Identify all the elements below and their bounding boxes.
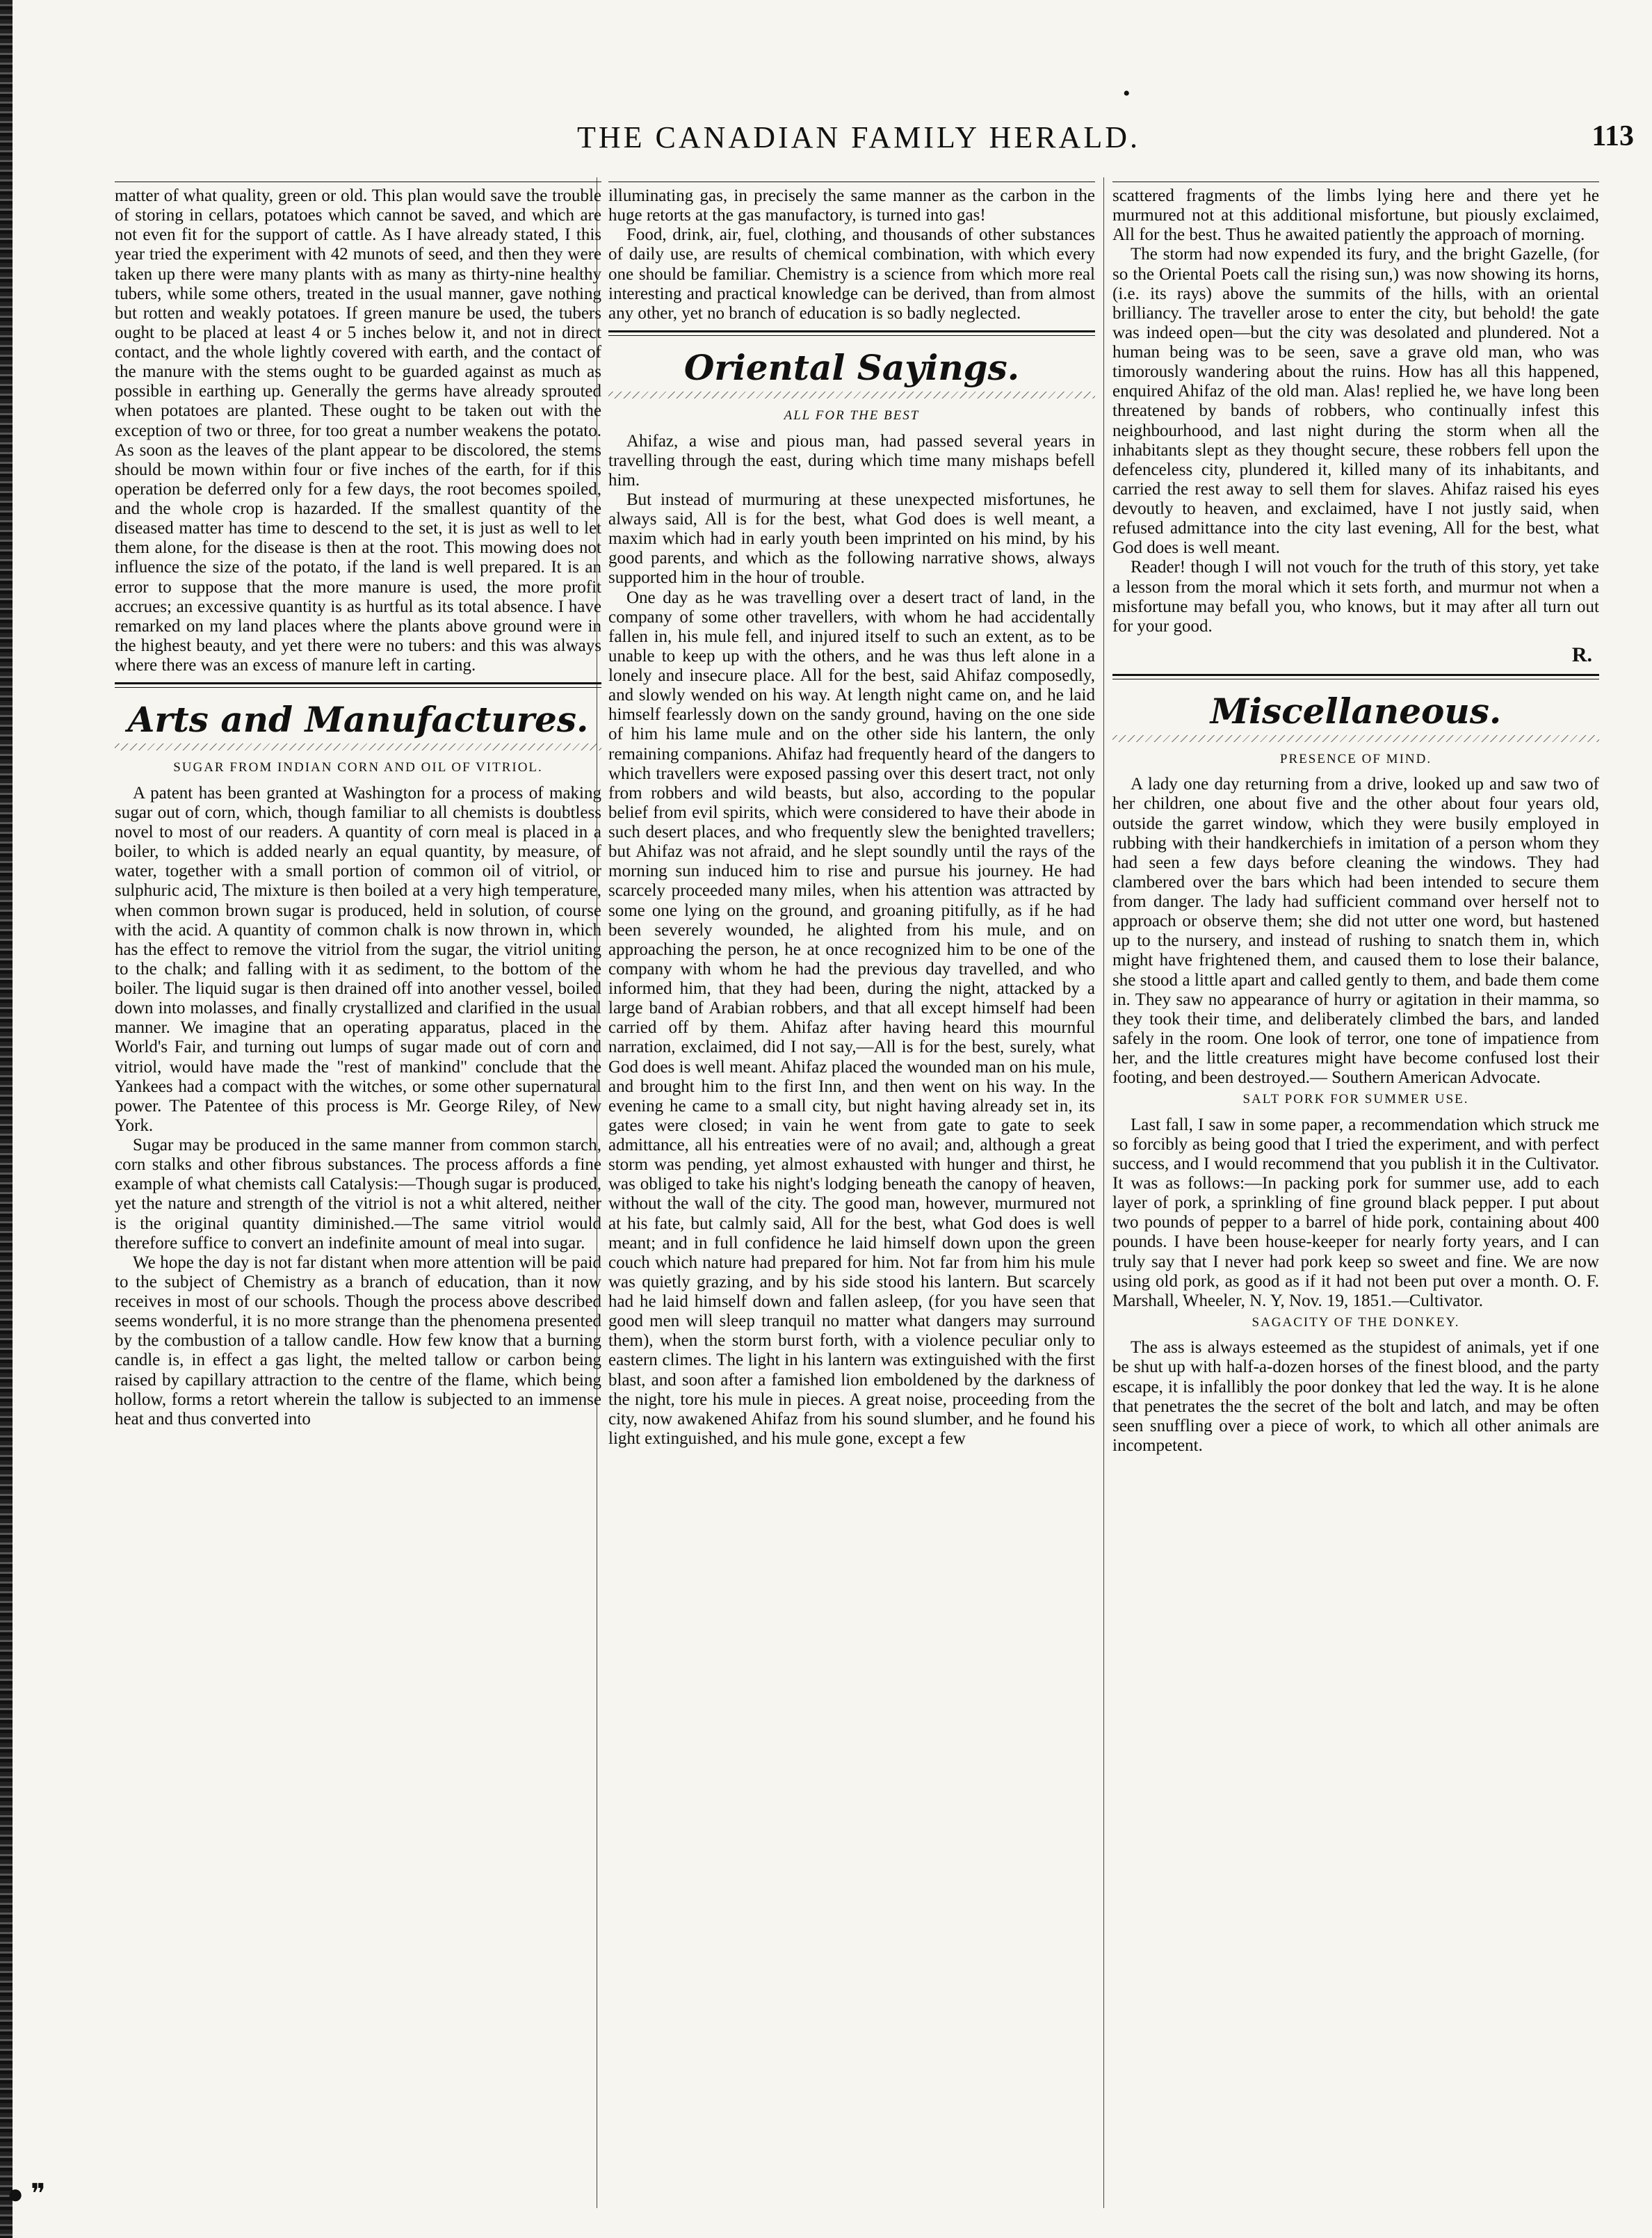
section-title: Arts and Manufactures. xyxy=(127,699,589,741)
paragraph: The ass is always esteemed as the stupidest of animals, yet if one be shut up with half-a-dozen horses of the finest blood, and the party escape, it is infallibly the poor donkey that led the way. It is he alone that penetrates the the secret of the bolt and latch, and may be often seen snuffling over a piece of work, to which all other animals are incompetent. xyxy=(1112,1338,1599,1455)
paragraph: matter of what quality, green or old. This plan would save the trouble of storing in cellars, potatoes which cannot be saved, and which are not even fit for the support of cattle. As I have already stated, I this year tried the experiment with 42 munots of seed, and then they were taken up there were many plants with as many as thirty-nine healthy tubers, while some others, treated in the usual manner, gave nothing but rotten and weakly potatoes. If green manure be used, the tubers ought to be placed at least 4 or 5 inches below it, and not in direct contact, and the whole lightly covered with earth, and the contact of the manure with the stems ought to be guarded against as much as possible in earthing up. Generally the germs have already sprouted when potatoes are planted. These ought to be taken out with the exception of two or three, for too great a number weakens the potato. As soon as the leaves of the plant appear to be discolored, the stems should be mown within four or five inches of the earth, for if this operation be deferred only for a few days, the root becomes spoiled, and the whole crop is hazarded. If the smallest quantity of the diseased matter has time to descend to the set, it is just as well to let them alone, for the disease is then at the root. This mowing does not influence the size of the potato, if the land is well prepared. It is an error to suppose that the more manure is used, the more profit accrues; an excessive quantity is as hurtful as its total absence. I have remarked on my land places where the plants above ground were in the highest beauty, and yet there were no tubers: and this was always where there was an excess of manure left in carting. xyxy=(115,186,601,675)
section-rule xyxy=(608,330,1095,336)
paragraph: Ahifaz, a wise and pious man, had passed several years in travelling through the east, during which time many mishaps befell him. xyxy=(608,431,1095,490)
page-number: 113 xyxy=(1592,120,1634,152)
page-header xyxy=(83,120,1634,161)
paragraph: A patent has been granted at Washington for a process of making sugar out of corn, which, though familiar to all chemists is doubtless novel to most of our readers. A quantity of corn meal is placed in a boiler, to which is added nearly an equal quantity, by measure, of water, together with a small portion of common oil of vitriol, or sulphuric acid, The mixture is then boiled at a very high temperature, when common brown sugar is produced, held in solution, of course with the acid. A quantity of common chalk is now thrown in, which has the effect to remove the vitriol from the sugar, the vitriol uniting to the chalk; and falling with it as sediment, to the bottom of the boiler. The liquid sugar is then drained off into another vessel, boiled down into molasses, and finally crystallized and clarified in the usual manner. We imagine that an operating apparatus, placed in the World's Fair, and turning out lumps of sugar made out of corn and vitriol, would have made the "rest of mankind" conclude that the Yankees had a compact with the witches, or some other supernatural power. The Patentee of this process is Mr. George Riley, of New York. xyxy=(115,783,601,1135)
ornament-rule xyxy=(1112,735,1599,742)
section-rule xyxy=(1112,674,1599,679)
article-heading: SALT PORK FOR SUMMER USE. xyxy=(1242,1092,1469,1107)
paragraph: Reader! though I will not vouch for the truth of this story, yet take a lesson from the moral which it sets forth, and murmur not when a misfortune may befall you, who knows, but it may after all turn out for your good. xyxy=(1112,558,1599,636)
column-divider xyxy=(1103,177,1104,2208)
paragraph: The storm had now expended its fury, and the bright Gazelle, (for so the Oriental Poets call the rising sun,) was now showing its horns, (i.e. its rays) above the summits of the hills, with an oriental brilliancy. The traveller arose to enter the city, but behold! the gate was indeed open—but the city was desolated and plundered. Not a human being was to be seen, save a grave old man, who was timorously wandering about the ruins. How has all this happened, enquired Ahifaz of the old man. Alas! replied he, we have long been threatened by bands of robbers, who continually infest this neighbourhood, and last night during the storm when all the inhabitants slept as they thought secure, these robbers fell upon the defenceless city, plundered it, killed many of its inhabitants, and carried the rest away to sell them for slaves. Ahifaz raised his eyes devoutly to heaven, and exclaimed, have I not justly said, when refused admittance into the city last evening, All for the best, what God does is well meant. xyxy=(1112,245,1599,558)
paragraph: But instead of murmuring at these unexpected misfortunes, he always said, All is for the best, what God does is well meant, a maxim which had in early youth been imprinted on his mind, by his good parents, and which as the following narrative shows, always supported him in the hour of trouble. xyxy=(608,490,1095,588)
section-title: Oriental Sayings. xyxy=(683,346,1020,388)
paragraph: A lady one day returning from a drive, looked up and saw two of her children, one about five and the other about four years old, outside the garret window, which they were busily employed in rubbing with their handkerchiefs in imitation of a person whom they had seen a few days before cleaning the windows. They had clambered over the bars which had been intended to secure them from danger. The lady had sufficient command over herself not to approach or observe them; she did not utter one word, but hastened up to the nursery, and instead of rushing to snatch them in, which might have frightened them, and caused them to lose their balance, she stood a little apart and called gently to them, and bade them come in. They saw no appearance of hurry or agitation in their mamma, so they took their time, and deliberately climbed the bars, and landed safely in the room. One look of terror, one tone of impatience from her, and the little creatures might have become confused lost their footing, and been destroyed.— Southern American Advocate. xyxy=(1112,775,1599,1088)
ink-dot: • xyxy=(1123,82,1131,105)
column-middle xyxy=(608,177,1095,2208)
section-title: Miscellaneous. xyxy=(1210,690,1502,732)
column-right xyxy=(1112,177,1599,2208)
author-signature: R. xyxy=(1571,643,1592,666)
paragraph: Food, drink, air, fuel, clothing, and thousands of other substances of daily use, are results of chemical combination, with which every one should be familiar. Chemistry is a science from which more real interesting and practical knowledge can be derived, than from almost any other, yet no branch of education is so badly neglected. xyxy=(608,225,1095,323)
paragraph: illuminating gas, in precisely the same manner as the carbon in the huge retorts at the gas manufactory, is turned into gas! xyxy=(608,186,1095,225)
page-title: THE CANADIAN FAMILY HERALD. xyxy=(577,120,1140,154)
binding-marks: ● ❞ xyxy=(7,2178,46,2209)
article-heading: ALL FOR THE BEST xyxy=(784,408,920,424)
section-rule xyxy=(115,682,601,688)
paragraph: One day as he was travelling over a desert tract of land, in the company of some other travellers, with whom he had accidentally fallen in, his mule fell, and injured itself to such an extent, as to be unable to keep up with the others, and he was thus left alone in a lonely and insecure place. All for the best, said Ahifaz composedly, and slowly wended on his way. At length night came on, and he laid himself fearlessly down on the sandy ground, having on the one side of him his lame mule and on the other side his lantern, the only remaining companions. Ahifaz had frequently heard of the dangers to which travellers were exposed passing over this desert tract, not only from robbers and wild beasts, but also, according to the popular belief from evil spirits, which were considered to have their abode in such desert places, and who frequently slew the benighted travellers; but Ahifaz was not afraid, and he slept soundly until the rays of the morning sun induced him to rise and pursue his journey. He had scarcely proceeded many miles, when his attention was attracted by some one lying on the ground, and groaning pitifully, as if he had been severely wounded, he alighted from his mule, and on approaching the person, he at once recognized him to be one of the company with whom he had the previous day travelled, and who informed him, that they had been, during the night, attacked by a large band of Arabian robbers, and that all except himself had been carried off by them. Ahifaz after having heard this mournful narration, exclaimed, did I not say,—All is for the best, surely, what God does is well meant. Ahifaz placed the wounded man on his mule, and brought him to the first Inn, and then went on his way. In the evening he came to a small city, but night having already set in, its gates were closed; in vain he went from gate to gate to seek admittance, all his entreaties were of no avail; and, although a great storm was pending, yet almost exhausted with hunger and thirst, he was obliged to take his night's lodging beneath the canopy of heaven, without the wall of the city. The good man, however, murmured not at his fate, but calmly said, All for the best, what God does is well meant; and in full confidence he laid himself down upon the green couch which nature had prepared for him. Not far from him his mule was quietly grazing, and by his side stood his lantern. But scarcely had he laid himself down and fallen asleep, (for you have seen that good men will sleep tranquil no matter what dangers may surround them), when the storm burst forth, with a violence peculiar only to eastern climes. The light in his lantern was extinguished with the first blast, and soon after a famished lion emboldened by the darkness of the night, tore his mule in pieces. A great noise, proceeding from the city, now awakened Ahifaz from his sound slumber, and he found his light extinguished, and his mule gone, except a few xyxy=(608,588,1095,1448)
ornament-rule xyxy=(608,392,1095,399)
paragraph: Last fall, I saw in some paper, a recommendation which struck me so forcibly as being good that I tried the experiment, and with perfect success, and I would recommend that you publish it in the Cultivator. It was as follows:—In packing pork for summer use, add to each layer of pork, a sprinkling of fine ground black pepper. I put about two pounds of pepper to a barrel of hide pork, containing about 400 pounds. I have been house-keeper for nearly forty years, and I can truly say that I never had pork keep so sweet and fine. We are now using old pork, as good as if it had not been put over a month. O. F. Marshall, Wheeler, N. Y, Nov. 19, 1851.—Cultivator. xyxy=(1112,1115,1599,1310)
ornament-rule xyxy=(115,743,601,750)
binding-edge xyxy=(0,0,13,2238)
article-heading: SAGACITY OF THE DONKEY. xyxy=(1252,1314,1460,1330)
article-heading: SUGAR FROM INDIAN CORN AND OIL OF VITRIOL. xyxy=(173,760,543,775)
paragraph: Sugar may be produced in the same manner from common starch, corn stalks and other fibrous substances. The process affords a fine example of what chemists call Catalysis:—Though sugar is produced, yet the nature and strength of the vitriol is not a whit altered, neither is the original quantity diminished.—The same vitriol would therefore suffice to convert an indefinite amount of meal into sugar. xyxy=(115,1136,601,1253)
article-heading: PRESENCE OF MIND. xyxy=(1279,751,1432,766)
column-left xyxy=(115,177,601,2208)
paragraph: scattered fragments of the limbs lying here and there yet he murmured not at this additional misfortune, but piously exclaimed, All for the best. Thus he awaited patiently the approach of morning. xyxy=(1112,186,1599,245)
paragraph: We hope the day is not far distant when more attention will be paid to the subject of Chemistry as a branch of education, than it now receives in most of our schools. Though the process above described seems wonderful, it is no more strange than the phenomena presented by the combustion of a tallow candle. How few know that a burning candle is, in effect a gas light, the melted tallow or carbon being raised by capillary attraction to the centre of the flame, which being hollow, forms a retort wherein the tallow is subjected to an immense heat and thus converted into xyxy=(115,1253,601,1428)
